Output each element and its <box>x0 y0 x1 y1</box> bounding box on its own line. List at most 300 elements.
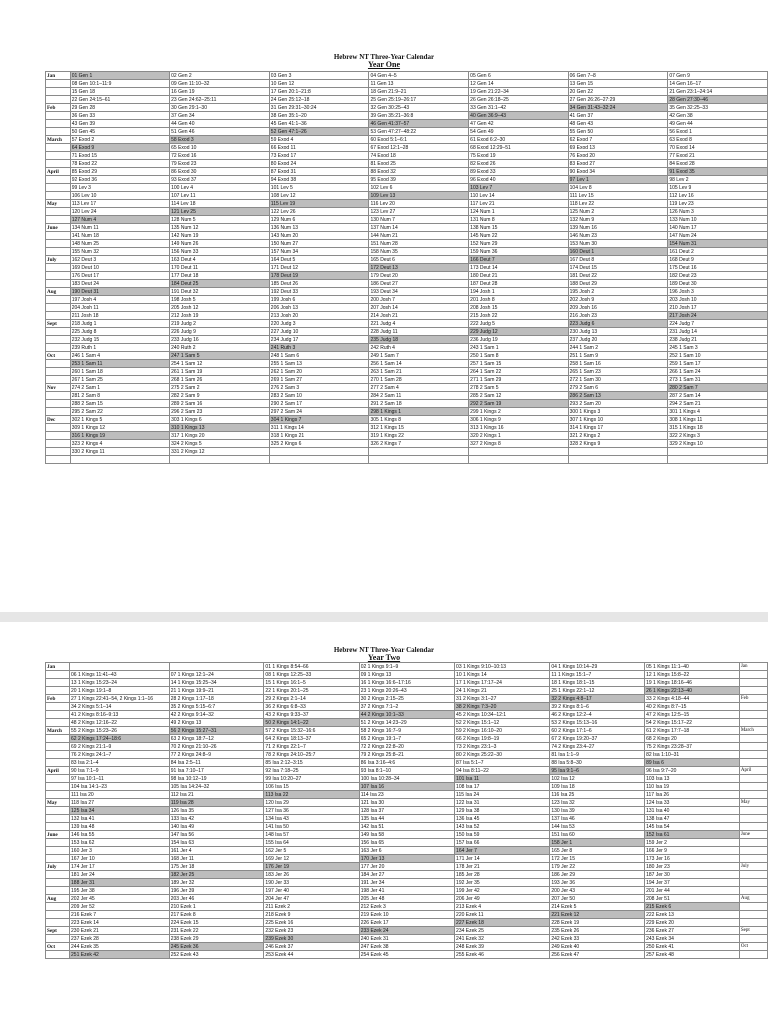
reading-cell: 166 Jer 9 <box>645 847 740 855</box>
reading-cell: 104 Lev 8 <box>568 184 668 192</box>
month-label-right <box>739 775 767 783</box>
reading-cell: 253 Ezek 44 <box>264 951 359 959</box>
reading-cell: 290 2 Sam 17 <box>269 400 369 408</box>
calendar-week-row <box>46 296 768 304</box>
reading-cell: 168 Jer 11 <box>169 855 264 863</box>
reading-cell: 151 Num 28 <box>369 240 469 248</box>
month-label <box>46 839 70 847</box>
reading-cell: 23 1 Kings 20:26–43 <box>359 687 454 695</box>
reading-cell: 224 Ezek 15 <box>169 919 264 927</box>
month-label-right <box>739 687 767 695</box>
reading-cell: 196 Jer 39 <box>169 887 264 895</box>
reading-cell: 303 1 Kings 6 <box>170 416 270 424</box>
reading-cell: 242 Ezek 33 <box>550 935 645 943</box>
reading-cell: 42 Gen 38 <box>668 112 768 120</box>
month-label-right <box>739 679 767 687</box>
calendar-week-row <box>46 240 768 248</box>
reading-cell: 182 Jer 25 <box>169 871 264 879</box>
reading-cell: 88 Exod 32 <box>369 168 469 176</box>
reading-cell: 78 2 Kings 24:10–25:7 <box>264 751 359 759</box>
reading-cell: 71 Exod 15 <box>70 152 169 160</box>
reading-cell: 196 Josh 3 <box>668 288 768 296</box>
reading-cell: 306 1 Kings 9 <box>469 416 568 424</box>
reading-cell: 266 1 Sam 24 <box>668 368 768 376</box>
reading-cell: 39 2 Kings 8:1–6 <box>550 703 645 711</box>
month-label <box>46 160 71 168</box>
reading-cell: 179 Deut 20 <box>369 272 469 280</box>
reading-cell: 02 Gen 2 <box>170 72 270 80</box>
reading-cell: 103 Lev 7 <box>469 184 568 192</box>
reading-cell: 46 Gen 41:37–57 <box>369 120 469 128</box>
reading-cell: 29 Gen 28 <box>70 104 169 112</box>
reading-cell: 16 Gen 19 <box>170 88 270 96</box>
month-label <box>46 815 70 823</box>
reading-cell: 84 Isa 2:5–11 <box>169 759 264 767</box>
month-label: June <box>46 224 71 232</box>
reading-cell: 36 Gen 33 <box>70 112 169 120</box>
reading-cell: 112 Isa 21 <box>169 791 264 799</box>
calendar-week-row <box>46 248 768 256</box>
reading-cell: 123 Lev 27 <box>369 208 469 216</box>
reading-cell: 193 Deut 34 <box>369 288 469 296</box>
month-label <box>46 312 71 320</box>
reading-cell: 101 Isa 11 <box>455 775 550 783</box>
reading-cell: 199 Jer 42 <box>455 887 550 895</box>
month-label-right: June <box>739 831 767 839</box>
calendar-week-row <box>46 719 768 727</box>
calendar-week-row <box>46 288 768 296</box>
reading-cell: 04 Gen 4–5 <box>369 72 469 80</box>
reading-cell: 146 Num 23 <box>568 232 668 240</box>
calendar-page-year-two <box>0 622 768 1024</box>
calendar-week-row <box>46 783 768 791</box>
reading-cell: 104 Isa 14:1–23 <box>70 783 170 791</box>
reading-cell: 30 2 Kings 2:15–25 <box>359 695 454 703</box>
reading-cell: 170 Deut 11 <box>170 264 270 272</box>
reading-cell: 32 Gen 30:25–43 <box>369 104 469 112</box>
reading-cell: 48 2 Kings 12:16–22 <box>70 719 170 727</box>
reading-cell: 209 Jer 52 <box>70 903 170 911</box>
reading-cell: 114 Lev 18 <box>170 200 270 208</box>
reading-cell: 114 Isa 23 <box>359 791 454 799</box>
reading-cell: 302 1 Kings 5 <box>70 416 169 424</box>
reading-cell: 185 Jer 28 <box>455 871 550 879</box>
calendar-week-row <box>46 88 768 96</box>
calendar-week-row <box>46 879 768 887</box>
reading-cell: 296 2 Sam 23 <box>170 408 270 416</box>
reading-cell: 105 Lev 9 <box>668 184 768 192</box>
reading-cell: 173 Jer 16 <box>645 855 740 863</box>
calendar-week-row <box>46 727 768 735</box>
reading-cell: 83 Isa 2:1–4 <box>70 759 170 767</box>
reading-cell: 158 Jer 1 <box>550 839 645 847</box>
reading-cell: 253 1 Sam 11 <box>70 360 169 368</box>
reading-cell: 248 1 Sam 6 <box>269 352 369 360</box>
reading-cell: 03 Gen 3 <box>269 72 369 80</box>
month-label <box>46 951 70 959</box>
reading-cell: 262 1 Sam 20 <box>269 368 369 376</box>
reading-cell: 174 Deut 15 <box>568 264 668 272</box>
reading-cell: 186 Deut 27 <box>369 280 469 288</box>
reading-cell: 240 Ezek 31 <box>359 935 454 943</box>
reading-cell: 192 Deut 33 <box>269 288 369 296</box>
reading-cell: 248 Ezek 39 <box>455 943 550 951</box>
month-label: Sept <box>46 320 71 328</box>
month-label-right <box>739 751 767 759</box>
reading-cell: 319 1 Kings 22 <box>369 432 469 440</box>
reading-cell: 142 Num 19 <box>170 232 270 240</box>
month-label <box>46 783 70 791</box>
month-label <box>46 679 70 687</box>
month-label: Feb <box>46 695 70 703</box>
calendar-week-row <box>46 376 768 384</box>
calendar-week-row <box>46 384 768 392</box>
month-label: Jan <box>46 663 70 671</box>
reading-cell: 239 Ezek 30 <box>264 935 359 943</box>
reading-cell: 174 Jer 17 <box>70 863 170 871</box>
reading-cell: 44 Gen 40 <box>170 120 270 128</box>
reading-cell: 234 Judg 17 <box>269 336 369 344</box>
reading-cell: 184 Jer 27 <box>359 871 454 879</box>
reading-cell: 14 1 Kings 15:25–34 <box>169 679 264 687</box>
reading-cell: 244 1 Sam 2 <box>568 344 668 352</box>
reading-cell: 64 2 Kings 18:13–37 <box>264 735 359 743</box>
reading-cell: 33 Gen 31:1–42 <box>469 104 568 112</box>
calendar-week-row <box>46 120 768 128</box>
month-label <box>46 711 70 719</box>
reading-cell: 90 Isa 7:1–9 <box>70 767 170 775</box>
reading-cell: 21 1 Kings 19:9–21 <box>169 687 264 695</box>
reading-cell: 243 Ezek 34 <box>645 935 740 943</box>
reading-cell: 86 Isa 3:16–4:6 <box>359 759 454 767</box>
reading-cell: 278 2 Sam 5 <box>469 384 568 392</box>
month-label-right <box>739 855 767 863</box>
month-label <box>46 735 70 743</box>
reading-cell: 11 Gen 13 <box>369 80 469 88</box>
reading-cell: 154 Num 31 <box>668 240 768 248</box>
calendar-week-row <box>46 184 768 192</box>
calendar-week-row <box>46 759 768 767</box>
calendar-week-row <box>46 312 768 320</box>
reading-cell <box>668 456 768 464</box>
reading-cell: 29 2 Kings 2:1–14 <box>264 695 359 703</box>
calendar-week-row <box>46 200 768 208</box>
month-label-right <box>739 839 767 847</box>
reading-cell: 76 Exod 20 <box>568 152 668 160</box>
reading-cell: 171 Deut 12 <box>269 264 369 272</box>
reading-cell: 08 Gen 10:1–11:9 <box>70 80 169 88</box>
month-label <box>46 887 70 895</box>
reading-cell: 110 Isa 19 <box>645 783 740 791</box>
reading-cell: 242 Ruth 4 <box>369 344 469 352</box>
reading-cell: 230 Judg 13 <box>568 328 668 336</box>
reading-cell: 84 Exod 28 <box>668 160 768 168</box>
reading-cell: 189 Deut 30 <box>668 280 768 288</box>
reading-cell: 213 Ezek 4 <box>455 903 550 911</box>
reading-cell: 82 Exod 26 <box>469 160 568 168</box>
calendar-week-row <box>46 703 768 711</box>
calendar-week-row <box>46 887 768 895</box>
reading-cell: 184 Deut 25 <box>170 280 270 288</box>
reading-cell: 223 Ezek 14 <box>70 919 170 927</box>
reading-cell: 224 Judg 7 <box>668 320 768 328</box>
reading-cell: 155 Isa 64 <box>264 839 359 847</box>
reading-cell: 250 1 Sam 8 <box>469 352 568 360</box>
month-label-right <box>739 911 767 919</box>
reading-cell <box>269 456 369 464</box>
reading-cell: 162 Jer 5 <box>264 847 359 855</box>
reading-cell: 159 Num 36 <box>469 248 568 256</box>
calendar-week-row <box>46 943 768 951</box>
reading-cell: 157 Num 34 <box>269 248 369 256</box>
reading-cell: 146 Isa 55 <box>70 831 170 839</box>
reading-cell: 18 1 Kings 18:1–15 <box>550 679 645 687</box>
reading-cell: 331 2 Kings 12 <box>170 448 270 456</box>
reading-cell: 175 Jer 18 <box>169 863 264 871</box>
month-label-right <box>739 759 767 767</box>
reading-cell: 232 Ezek 23 <box>264 927 359 935</box>
reading-cell: 36 2 Kings 6:8–33 <box>264 703 359 711</box>
reading-cell: 179 Jer 22 <box>550 863 645 871</box>
calendar-week-row <box>46 919 768 927</box>
reading-cell: 30 Gen 29:1–30 <box>170 104 270 112</box>
month-label-right <box>739 791 767 799</box>
reading-cell: 24 1 Kings 21 <box>455 687 550 695</box>
reading-cell: 113 Isa 22 <box>264 791 359 799</box>
reading-cell: 187 Jer 30 <box>645 871 740 879</box>
month-label <box>46 96 71 104</box>
month-label-right: April <box>739 767 767 775</box>
reading-cell: 315 1 Kings 18 <box>668 424 768 432</box>
month-label <box>46 671 70 679</box>
reading-cell: 223 Judg 6 <box>568 320 668 328</box>
reading-cell: 280 2 Sam 7 <box>668 384 768 392</box>
reading-cell: 55 Gen 50 <box>568 128 668 136</box>
reading-cell: 65 2 Kings 19:1–7 <box>359 735 454 743</box>
reading-cell: 291 2 Sam 18 <box>369 400 469 408</box>
reading-cell: 100 Isa 10:28–34 <box>359 775 454 783</box>
reading-cell: 249 1 Sam 7 <box>369 352 469 360</box>
reading-cell: 123 Isa 32 <box>550 799 645 807</box>
reading-cell: 205 Jer 48 <box>359 895 454 903</box>
month-label-right <box>739 807 767 815</box>
reading-cell: 96 Exod 40 <box>469 176 568 184</box>
month-label: Nov <box>46 384 71 392</box>
reading-cell: 200 Jer 43 <box>550 887 645 895</box>
month-label <box>46 208 71 216</box>
month-label <box>46 128 71 136</box>
month-label-right: Oct <box>739 943 767 951</box>
reading-cell: 37 Gen 34 <box>170 112 270 120</box>
reading-cell: 269 1 Sam 27 <box>269 376 369 384</box>
reading-cell: 43 Gen 39 <box>70 120 169 128</box>
reading-cell: 81 Exod 25 <box>369 160 469 168</box>
reading-cell: 94 Exod 38 <box>269 176 369 184</box>
reading-cell: 115 Lev 19 <box>269 200 369 208</box>
reading-cell: 97 Isa 10:1–11 <box>70 775 170 783</box>
reading-cell: 203 Jer 46 <box>169 895 264 903</box>
reading-cell: 225 Ezek 16 <box>264 919 359 927</box>
month-label-right <box>739 935 767 943</box>
month-label <box>46 448 71 456</box>
reading-cell: 12 Gen 14 <box>469 80 568 88</box>
reading-cell: 145 Isa 54 <box>645 823 740 831</box>
month-label-right <box>739 879 767 887</box>
month-label-right: Sept <box>739 927 767 935</box>
month-label <box>46 424 71 432</box>
reading-cell: 12 1 Kings 15:8–22 <box>645 671 740 679</box>
reading-cell: 150 Num 27 <box>269 240 369 248</box>
reading-cell: 14 Gen 16–17 <box>668 80 768 88</box>
calendar-week-row <box>46 791 768 799</box>
calendar-week-row <box>46 751 768 759</box>
reading-cell: 324 2 Kings 5 <box>170 440 270 448</box>
reading-cell: 175 Deut 16 <box>668 264 768 272</box>
reading-cell: 329 2 Kings 10 <box>668 440 768 448</box>
reading-cell: 52 2 Kings 15:1–12 <box>455 719 550 727</box>
reading-cell: 178 Jer 21 <box>455 863 550 871</box>
reading-cell: 81 Isa 1:1–9 <box>550 751 645 759</box>
reading-cell: 230 Ezek 21 <box>70 927 170 935</box>
month-label: March <box>46 136 71 144</box>
reading-cell: 187 Deut 28 <box>469 280 568 288</box>
reading-cell: 49 2 Kings 13 <box>169 719 264 727</box>
reading-cell: 28 2 Kings 1:17–18 <box>169 695 264 703</box>
calendar-week-row <box>46 903 768 911</box>
reading-cell: 15 1 Kings 16:1–5 <box>264 679 359 687</box>
reading-cell: 210 Ezek 1 <box>169 903 264 911</box>
reading-cell: 38 Gen 35:1–20 <box>269 112 369 120</box>
reading-cell: 156 Isa 65 <box>359 839 454 847</box>
calendar-week-row <box>46 256 768 264</box>
month-label-right <box>739 783 767 791</box>
reading-cell: 34 2 Kings 5:1–14 <box>70 703 170 711</box>
reading-cell: 69 2 Kings 21:1–9 <box>70 743 170 751</box>
reading-cell: 202 Jer 45 <box>70 895 170 903</box>
reading-cell: 154 Isa 63 <box>169 839 264 847</box>
reading-cell: 263 1 Sam 21 <box>369 368 469 376</box>
reading-cell: 180 Jer 23 <box>645 863 740 871</box>
calendar-week-row <box>46 775 768 783</box>
reading-cell: 214 Ezek 5 <box>550 903 645 911</box>
reading-cell: 219 Ezek 10 <box>359 911 454 919</box>
month-label <box>46 304 71 312</box>
reading-cell: 214 Josh 21 <box>369 312 469 320</box>
reading-cell: 57 2 Kings 15:32–16:6 <box>264 727 359 735</box>
reading-cell: 77 2 Kings 24:8–9 <box>169 751 264 759</box>
calendar-week-row <box>46 863 768 871</box>
reading-cell: 321 2 Kings 2 <box>568 432 668 440</box>
reading-cell: 285 2 Sam 12 <box>469 392 568 400</box>
reading-cell: 117 Lev 21 <box>469 200 568 208</box>
month-label: Jan <box>46 72 71 80</box>
reading-cell: 172 Jer 15 <box>550 855 645 863</box>
reading-cell: 110 Lev 14 <box>469 192 568 200</box>
month-label <box>46 368 71 376</box>
month-label-right: March <box>739 727 767 735</box>
reading-cell: 13 1 Kings 15:23–24 <box>70 679 170 687</box>
reading-cell: 60 Exod 5:1–6:1 <box>369 136 469 144</box>
reading-cell: 128 Num 5 <box>170 216 270 224</box>
reading-cell: 292 2 Sam 19 <box>469 400 568 408</box>
reading-cell: 148 Num 25 <box>70 240 169 248</box>
reading-cell: 205 Josh 12 <box>170 304 270 312</box>
month-label-right <box>739 887 767 895</box>
reading-cell: 45 2 Kings 10:34–12:1 <box>455 711 550 719</box>
month-label-right <box>739 711 767 719</box>
reading-cell: 109 Lev 13 <box>369 192 469 200</box>
reading-cell: 252 Ezek 43 <box>169 951 264 959</box>
reading-cell: 318 1 Kings 21 <box>269 432 369 440</box>
reading-cell: 310 1 Kings 13 <box>170 424 270 432</box>
month-label: Aug <box>46 288 71 296</box>
reading-cell: 250 Ezek 41 <box>645 943 740 951</box>
reading-cell: 200 Josh 7 <box>369 296 469 304</box>
reading-cell: 311 1 Kings 14 <box>269 424 369 432</box>
reading-cell <box>70 663 170 671</box>
reading-cell: 28 Gen 27:30–46 <box>668 96 768 104</box>
calendar-week-row <box>46 815 768 823</box>
reading-cell: 293 2 Sam 20 <box>568 400 668 408</box>
reading-cell: 68 2 Kings 20 <box>645 735 740 743</box>
reading-cell: 141 Isa 50 <box>264 823 359 831</box>
reading-cell: 313 1 Kings 16 <box>469 424 568 432</box>
month-label-right <box>739 903 767 911</box>
reading-cell: 101 Lev 5 <box>269 184 369 192</box>
reading-cell: 198 Josh 5 <box>170 296 270 304</box>
calendar-week-row <box>46 679 768 687</box>
month-label <box>46 823 70 831</box>
month-label <box>46 408 71 416</box>
reading-cell: 22 1 Kings 20:1–25 <box>264 687 359 695</box>
calendar-week-row <box>46 807 768 815</box>
calendar-week-row <box>46 392 768 400</box>
month-label: Aug <box>46 895 70 903</box>
reading-cell: 238 Judg 21 <box>668 336 768 344</box>
reading-cell: 60 2 Kings 17:1–6 <box>550 727 645 735</box>
calendar-week-row <box>46 104 768 112</box>
calendar-week-row <box>46 72 768 80</box>
reading-cell: 252 1 Sam 10 <box>668 352 768 360</box>
month-label-right: Feb <box>739 695 767 703</box>
reading-cell: 176 Jer 19 <box>264 863 359 871</box>
reading-cell: 76 2 Kings 24:1–7 <box>70 751 170 759</box>
reading-cell: 78 Exod 22 <box>70 160 169 168</box>
calendar-week-row <box>46 192 768 200</box>
reading-cell: 79 Exod 23 <box>170 160 270 168</box>
reading-cell: 216 Josh 23 <box>568 312 668 320</box>
reading-cell <box>70 456 169 464</box>
calendar-week-row <box>46 743 768 751</box>
reading-cell: 299 1 Kings 2 <box>469 408 568 416</box>
calendar-week-row <box>46 272 768 280</box>
reading-cell: 183 Jer 26 <box>264 871 359 879</box>
reading-cell: 169 Jer 12 <box>264 855 359 863</box>
reading-cell: 247 Ezek 38 <box>359 943 454 951</box>
month-label <box>46 759 70 767</box>
reading-cell: 197 Jer 40 <box>264 887 359 895</box>
reading-cell: 165 Jer 8 <box>550 847 645 855</box>
reading-cell: 197 Josh 4 <box>70 296 169 304</box>
reading-cell: 160 Jer 3 <box>70 847 170 855</box>
calendar-table-year-one <box>45 71 768 464</box>
calendar-week-row <box>46 96 768 104</box>
calendar-week-row <box>46 927 768 935</box>
reading-cell: 22 Gen 24:15–61 <box>70 96 169 104</box>
reading-cell: 191 Deut 32 <box>170 288 270 296</box>
reading-cell: 221 Ezek 12 <box>550 911 645 919</box>
reading-cell: 111 Isa 20 <box>70 791 170 799</box>
